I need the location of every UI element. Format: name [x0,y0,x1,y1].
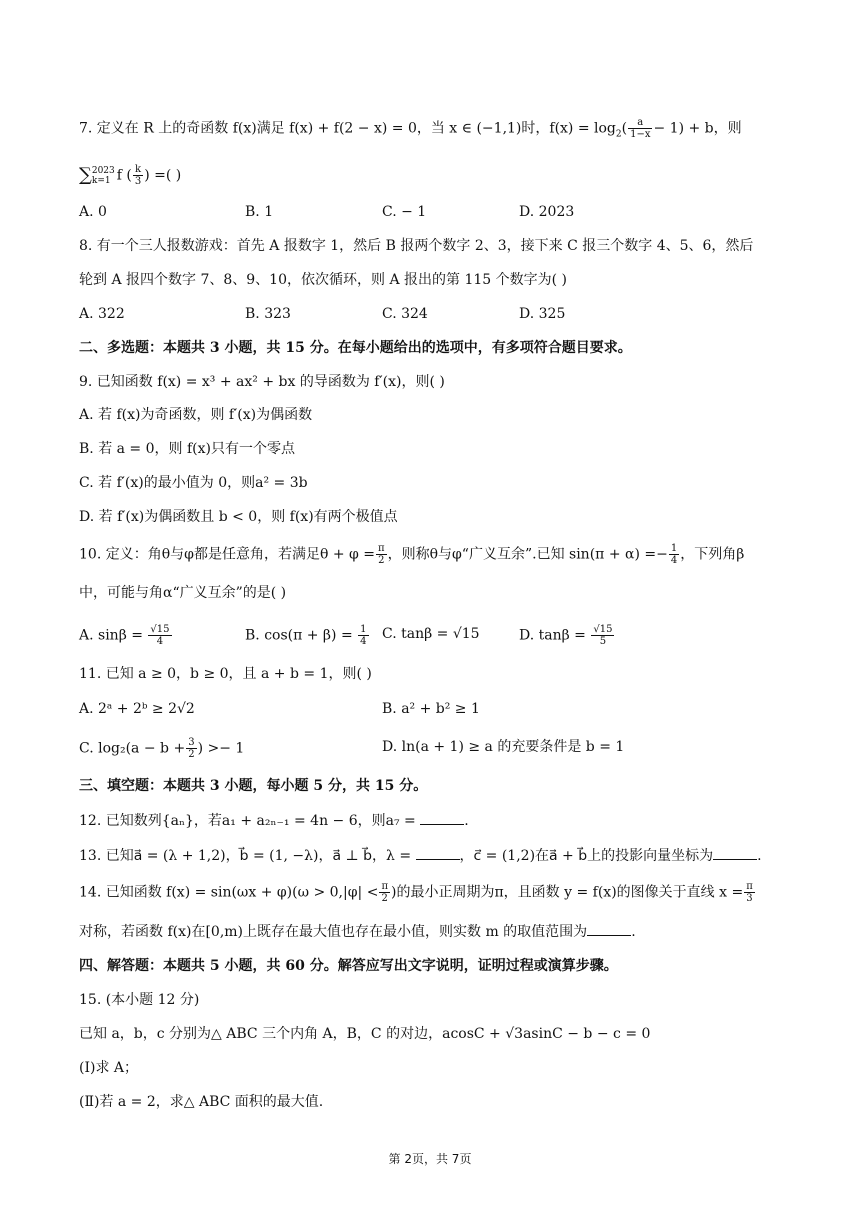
q11-option-b: B. a² + b² ≥ 1 [382,701,480,717]
q9-stem: 9. 已知函数 f(x) = x³ + ax² + bx 的导函数为 f′(x)，则( ) [79,374,445,390]
q8-option-b: B. 323 [245,306,291,322]
q15-heading: 15. (本小题 12 分) [79,992,200,1008]
q15-stem: 已知 a，b，c 分别为△ ABC 三个内角 A，B，C 的对边，acosC + √3asinC − b − c = 0 [79,1026,651,1042]
q7-option-d: D. 2023 [519,204,575,220]
q8-line1: 8. 有一个三人报数游戏：首先 A 报数字 1，然后 B 报两个数字 2、3，接下来 C 报三个数字 4、5、6，然后 [79,238,754,254]
q8-line2: 轮到 A 报四个数字 7、8、9、10，依次循环，则 A 报出的第 115 个数字为( ) [79,272,568,288]
q8-option-a: A. 322 [79,306,125,322]
q8-option-d: D. 325 [519,306,566,322]
q11-stem: 11. 已知 a ≥ 0，b ≥ 0，且 a + b = 1，则( ) [79,666,372,682]
q14-line1: 14. 已知函数 f(x) = sin(ωx + φ)(ω > 0,|φ| < $\frac{\pi}{2}$ )的最小正周期为π，且函数 y = f(x)的图像关于直线 x = $\frac{\pi}{3}$ [79,881,753,904]
q12-answer-blank [420,810,464,825]
q9-option-c: C. 若 f′(x)的最小值为 0，则a² = 3b [79,475,308,491]
q7-sum-line: ∑ 2023 k=1 f ( $\frac{k}{3}$ ) =( ) [79,164,182,187]
q9-option-b: B. 若 a = 0，则 f(x)只有一个零点 [79,441,295,457]
section-solution-heading: 四、解答题：本题共 5 小题，共 60 分。解答应写出文字说明，证明过程或演算步骤。 [79,958,618,974]
q11-option-c: C. log₂(a − b + $\frac{3}{2}$ ) >− 1 [79,737,245,760]
q13-answer-blank-2 [713,845,757,860]
q11-option-d: D. ln(a + 1) ≥ a 的充要条件是 b = 1 [382,739,625,755]
section-multiple-choice-heading: 二、多选题：本题共 3 小题，共 15 分。在每小题给出的选项中，有多项符合题目要求。 [79,340,632,356]
q11-option-a: A. 2ᵃ + 2ᵇ ≥ 2√2 [79,701,195,717]
q7-option-c: C. − 1 [382,204,427,220]
q12: 12. 已知数列{aₙ}，若a₁ + a₂ₙ₋₁ = 4n − 6，则a₇ = . [79,810,469,831]
q7-stem-part1: 7. 定义在 R 上的奇函数 f(x)满足 f(x) + f(2 − x) = 0，当 x ∈ (−1,1)时，f(x) = log [79,120,616,137]
q7-option-b: B. 1 [245,204,274,220]
q10-stem: 10. 定义：角θ与φ都是任意角，若满足θ + φ = $\frac{\pi}{2}$ ，则称θ与φ“广义互余”.已知 sin(π + α) =− $\frac{1}{4}$ ，下列角β [79,543,745,566]
q10-option-b: B. cos(π + β) = $\frac{1}{4}$ [245,624,367,647]
q7-option-a: A. 0 [79,204,107,220]
q14-line2: 对称，若函数 f(x)在[0,m)上既存在最大值也存在最小值，则实数 m 的取值范围为 . [79,921,636,942]
q9-option-a: A. 若 f(x)为奇函数，则 f′(x)为偶函数 [79,407,313,423]
q10-option-a: A. sinβ = $\frac{√15}{4}$ [79,624,170,647]
page-number-footer: 第 2页，共 7页 [388,1152,472,1166]
q15-part1: (Ⅰ)求 A； [79,1060,139,1076]
q10-line2: 中，可能与角α“广义互余”的是( ) [79,585,287,601]
q13-answer-blank-1 [416,845,460,860]
q14-answer-blank [587,921,631,936]
q9-option-d: D. 若 f′(x)为偶函数且 b < 0，则 f(x)有两个极值点 [79,509,398,525]
q7-stem: 7. 定义在 R 上的奇函数 f(x)满足 f(x) + f(2 − x) = 0，当 x ∈ (−1,1)时，$f(x) = \log_2$( $\frac{a}{1-x}$ − 1) + b，则 [79,117,742,140]
section-fill-in-heading: 三、填空题：本题共 3 小题，每小题 5 分，共 15 分。 [79,778,428,794]
q8-option-c: C. 324 [382,306,428,322]
q7-fraction: $\frac{a}{1-x}$ [630,117,651,140]
q10-option-c: C. tanβ = √15 [382,626,480,642]
q13: 13. 已知a⃗ = (λ + 1,2)，b⃗ = (1, −λ)，a⃗ ⊥ b⃗，λ = ，c⃗ = (1,2)在a⃗ + b⃗上的投影向量坐标为 . [79,845,762,866]
q10-option-d: D. tanβ = $\frac{√15}{5}$ [519,624,613,647]
q7-stem-part2: − 1) + b，则 [653,120,742,137]
q15-part2: (Ⅱ)若 a = 2，求△ ABC 面积的最大值. [79,1094,324,1110]
